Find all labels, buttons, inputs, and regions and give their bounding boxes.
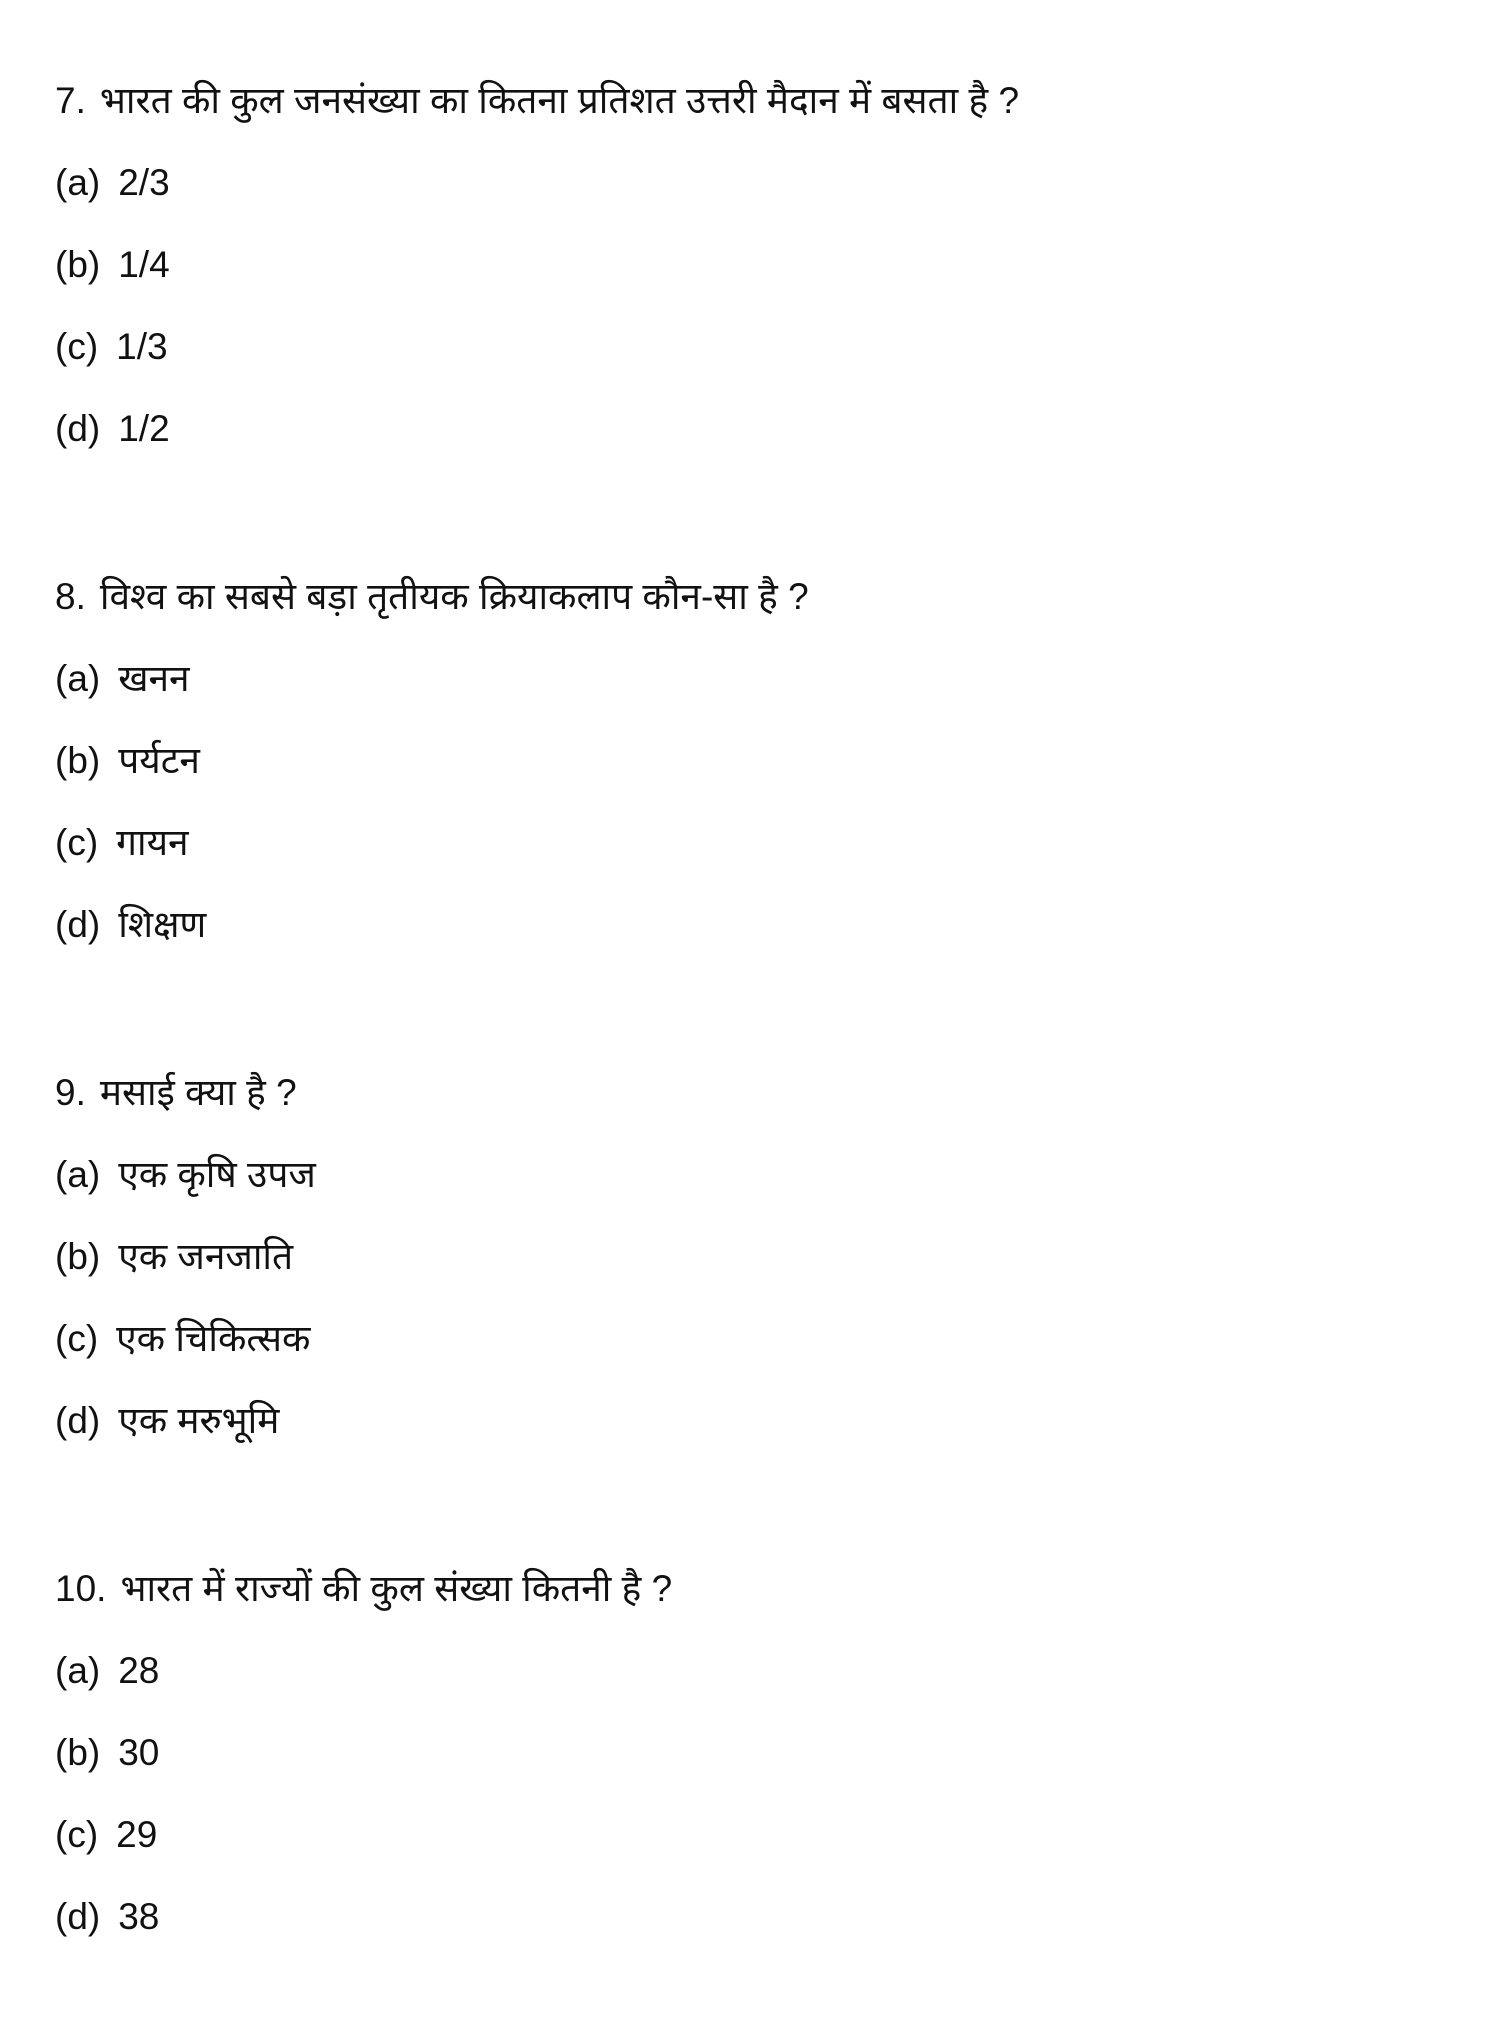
option-text: एक कृषि उपज (118, 1154, 316, 1195)
option-text: 2/3 (118, 162, 170, 203)
option-text: 30 (118, 1732, 160, 1773)
option-key: (b) (55, 740, 101, 781)
option-text: गायन (116, 822, 189, 863)
option-line (55, 388, 1019, 470)
option-key: (c) (55, 326, 99, 367)
question-sheet (55, 60, 1019, 2044)
option-line (55, 142, 1019, 224)
question-line (55, 1548, 1019, 1630)
option-text: 29 (116, 1814, 158, 1855)
option-key: (b) (55, 1236, 101, 1277)
option-text: पर्यटन (118, 740, 200, 781)
option-key: (a) (55, 162, 101, 203)
option-line (55, 1298, 1019, 1380)
question-text: मसाई क्या है ? (99, 1072, 297, 1113)
option-text: 1/4 (118, 244, 170, 285)
question-block (55, 1052, 1019, 1462)
option-line (55, 1216, 1019, 1298)
question-number: 7. (55, 80, 86, 121)
option-line (55, 802, 1019, 884)
option-key: (c) (55, 822, 99, 863)
option-line (55, 1630, 1019, 1712)
question-number: 8. (55, 576, 86, 617)
option-key: (d) (55, 1896, 101, 1937)
option-line (55, 1134, 1019, 1216)
question-block (55, 60, 1019, 470)
option-line (55, 1712, 1019, 1794)
option-text: 38 (118, 1896, 160, 1937)
question-line (55, 60, 1019, 142)
option-line (55, 638, 1019, 720)
option-key: (a) (55, 1650, 101, 1691)
question-line (55, 556, 1019, 638)
option-text: 28 (118, 1650, 160, 1691)
question-block (55, 556, 1019, 966)
option-line (55, 224, 1019, 306)
option-text: 1/2 (118, 408, 170, 449)
option-text: एक जनजाति (118, 1236, 294, 1277)
option-text: एक मरुभूमि (118, 1400, 280, 1441)
question-line (55, 1052, 1019, 1134)
question-text: भारत की कुल जनसंख्या का कितना प्रतिशत उत्तरी मैदान में बसता है ? (99, 80, 1020, 121)
question-number: 9. (55, 1072, 86, 1113)
question-text: भारत में राज्यों की कुल संख्या कितनी है ? (120, 1568, 673, 1609)
question-block (55, 1548, 1019, 1958)
option-key: (d) (55, 1400, 101, 1441)
option-text: शिक्षण (118, 904, 207, 945)
option-key: (a) (55, 658, 101, 699)
question-number: 10. (55, 1568, 107, 1609)
option-key: (c) (55, 1318, 99, 1359)
option-line (55, 306, 1019, 388)
option-key: (d) (55, 408, 101, 449)
option-line (55, 720, 1019, 802)
option-line (55, 1794, 1019, 1876)
option-key: (d) (55, 904, 101, 945)
option-text: खनन (118, 658, 190, 699)
option-line (55, 1876, 1019, 1958)
option-key: (b) (55, 1732, 101, 1773)
option-line (55, 1380, 1019, 1462)
option-key: (a) (55, 1154, 101, 1195)
option-key: (c) (55, 1814, 99, 1855)
option-key: (b) (55, 244, 101, 285)
option-text: 1/3 (116, 326, 168, 367)
option-text: एक चिकित्सक (116, 1318, 311, 1359)
question-text: विश्व का सबसे बड़ा तृतीयक क्रियाकलाप कौन-सा है ? (99, 576, 809, 617)
option-line (55, 884, 1019, 966)
